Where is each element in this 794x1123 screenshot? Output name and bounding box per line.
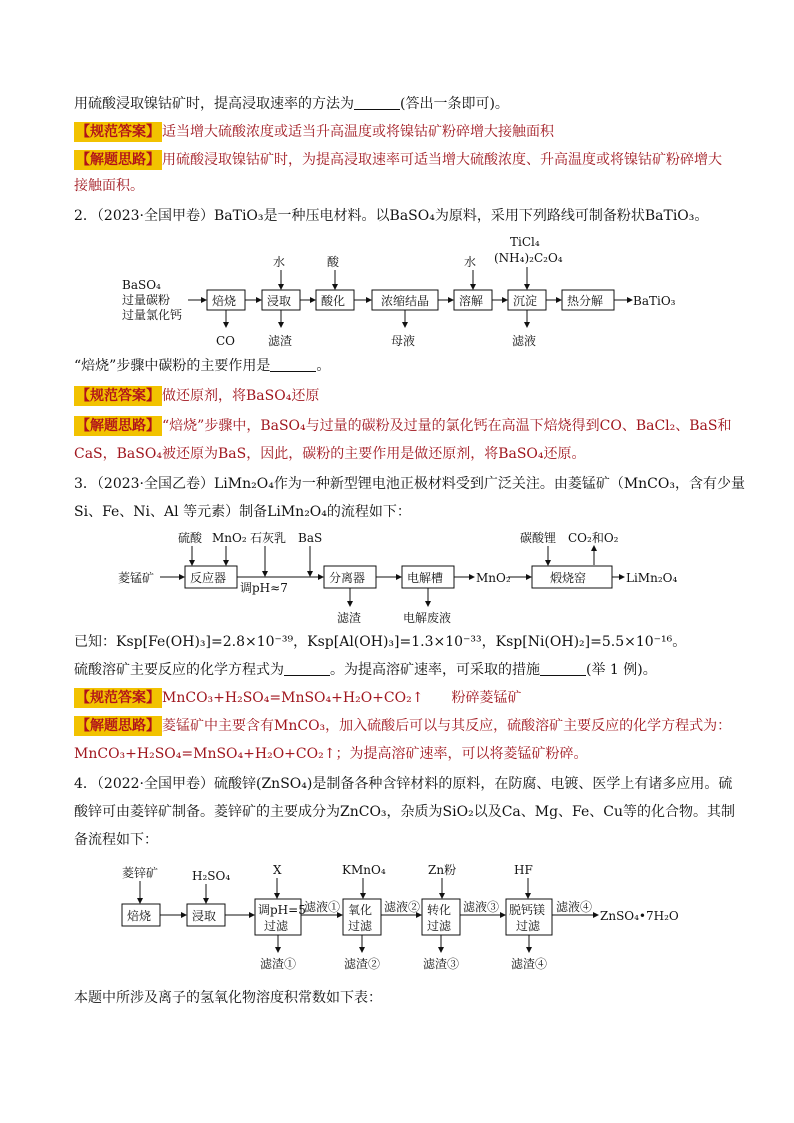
q4-step-convert: 转化	[427, 903, 452, 917]
q2-step-6: 沉淀	[513, 294, 538, 308]
q2-stem: 2．（2023·全国甲卷）BaTiO₃是一种压电材料。以BaSO₄为原料，采用下列路线可制备粉状BaTiO₃。	[74, 208, 709, 224]
q4-residue-3: 滤渣③	[423, 957, 460, 971]
q1-analysis-cont: 接触面积。	[74, 178, 144, 194]
q3-top-lime: 石灰乳	[250, 531, 287, 545]
q2-analysis: 【解题思路】 “焙烧”步骤中，BaSO₄与过量的碳粉及过量的氯化钙在高温下焙烧得到CO、BaCl₂、BaS和	[76, 418, 732, 434]
q4-table-intro: 本题中所涉及离子的氢氧化物溶度积常数如下表：	[74, 990, 382, 1006]
q3-analysis-cont: MnCO₃+H₂SO₄=MnSO₄+H₂O+CO₂↑；为提高溶矿速率，可以将菱锰矿粉碎。	[74, 746, 588, 762]
q3-top-acid: 硫酸	[178, 531, 203, 545]
q3-out-residue: 滤渣	[337, 611, 362, 625]
q4-step-filter-3: 过滤	[427, 919, 452, 933]
q3-top-bas: BaS	[298, 531, 323, 545]
q4-filtrate-3: 滤液③	[463, 900, 500, 914]
answer-tag: 【规范答案】	[76, 388, 160, 404]
q2-step-5: 溶解	[459, 294, 484, 308]
q2-step-7: 热分解	[567, 294, 604, 308]
q4-top-h2so4: H₂SO₄	[192, 869, 231, 883]
q2-out-residue: 滤渣	[268, 334, 293, 348]
q4-top-zn: Zn粉	[428, 863, 457, 877]
q3-top-gas: CO₂和O₂	[568, 531, 619, 545]
q2-step-2: 浸取	[267, 294, 292, 308]
q4-top-ore: 菱锌矿	[122, 866, 159, 880]
q4-filtrate-4: 滤液④	[556, 900, 593, 914]
q4-step-filter-4: 过滤	[516, 919, 541, 933]
q2-step-4: 浓缩结晶	[381, 294, 430, 308]
q4-residue-4: 滤渣④	[511, 957, 548, 971]
q1-answer: 【规范答案】 适当增大硫酸浓度或适当升高温度或将镍钴矿粉碎增大接触面积	[76, 124, 554, 140]
q2-question: “焙烧”步骤中碳粉的主要作用是 。	[74, 358, 331, 374]
q1-analysis: 【解题思路】 用硫酸浸取镍钴矿时，为提高浸取速率可适当增大硫酸浓度、升高温度或将镍钴矿粉碎增大	[76, 152, 722, 168]
q3-input: 菱锰矿	[118, 571, 155, 585]
q3-out-waste: 电解废液	[403, 611, 452, 625]
q3-product: LiMn₂O₄	[626, 571, 678, 585]
q4-top-kmno4: KMnO₄	[342, 863, 386, 877]
q2-analysis-cont: CaS，BaSO₄被还原为BaS，因此，碳粉的主要作用是做还原剂，将BaSO₄还原。	[74, 446, 586, 462]
q2-top-water-1: 水	[273, 255, 286, 269]
q1-question: 用硫酸浸取镍钴矿时，提高浸取速率的方法为 (答出一条即可)。	[74, 96, 509, 112]
q4-top-hf: HF	[514, 863, 533, 877]
q4-filtrate-2: 滤液②	[384, 900, 421, 914]
q2-top-ticl4: TiCl₄	[510, 235, 540, 249]
q3-step-2: 分离器	[329, 571, 366, 585]
q2-input-2: 过量碳粉	[122, 293, 171, 307]
q4-stem-2: 酸锌可由菱锌矿制备。菱锌矿的主要成分为ZnCO₃，杂质为SiO₂以及Ca、Mg、Fe、Cu等的化合物。其制	[74, 804, 736, 820]
q2-answer: 【规范答案】 做还原剂，将BaSO₄还原	[76, 388, 320, 404]
q2-product: BaTiO₃	[633, 294, 676, 308]
answer-tag: 【规范答案】	[76, 124, 160, 140]
q3-step-1: 反应器	[190, 571, 227, 585]
analysis-tag: 【解题思路】	[76, 152, 160, 168]
q3-step-4: 煅烧窑	[550, 571, 587, 585]
q4-residue-1: 滤渣①	[260, 957, 297, 971]
q2-input-3: 过量氯化钙	[122, 308, 183, 322]
q2-top-water-2: 水	[464, 255, 477, 269]
q4-step-oxidize: 氧化	[348, 903, 373, 917]
q3-question: 硫酸溶矿主要反应的化学方程式为 。为提高溶矿速率，可采取的措施 (举 1 例)。	[74, 662, 657, 678]
q4-step-leach: 浸取	[192, 909, 217, 923]
answer-tag: 【规范答案】	[76, 690, 160, 706]
q4-stem-3: 备流程如下：	[74, 832, 158, 848]
q4-step-decamg: 脱钙镁	[509, 903, 546, 917]
q2-input-1: BaSO₄	[122, 278, 161, 292]
q2-top-acid: 酸	[327, 255, 340, 269]
q4-step-ph: 调pH=5	[258, 903, 306, 917]
q2-out-mother: 母液	[391, 334, 416, 348]
q3-mid-product: MnO₂	[476, 571, 511, 585]
q3-answer: 【规范答案】 MnCO₃+H₂SO₄=MnSO₄+H₂O+CO₂↑ 粉碎菱锰矿	[76, 690, 522, 706]
q4-top-x: X	[273, 863, 282, 877]
q3-ph-label: 调pH≈7	[240, 581, 288, 595]
q3-step-3: 电解槽	[407, 571, 444, 585]
q4-filtrate-1: 滤液①	[304, 900, 341, 914]
q3-top-mno2: MnO₂	[212, 531, 247, 545]
q2-out-filtrate: 滤液	[512, 334, 537, 348]
q4-stem-1: 4．（2022·全国甲卷）硫酸锌(ZnSO₄)是制备各种含锌材料的原料，在防腐、电镀、医学上有诸多应用。硫	[74, 776, 733, 792]
analysis-tag: 【解题思路】	[76, 418, 160, 434]
q3-analysis: 【解题思路】 菱锰矿中主要含有MnCO₃，加入硫酸后可以与其反应，硫酸溶矿主要反应的化学方程式为：	[76, 718, 732, 734]
q4-step-filter-1: 过滤	[264, 919, 289, 933]
q3-stem-2: Si、Fe、Ni、Al 等元素）制备LiMn₂O₄的流程如下：	[74, 504, 411, 520]
q3-top-li2co3: 碳酸锂	[520, 531, 557, 545]
q2-top-oxalate: (NH₄)₂C₂O₄	[494, 251, 563, 265]
q2-step-1: 焙烧	[212, 294, 237, 308]
q4-step-roast: 焙烧	[127, 909, 152, 923]
q2-out-co: CO	[216, 334, 236, 348]
q4-step-filter-2: 过滤	[348, 919, 373, 933]
q2-step-3: 酸化	[321, 294, 346, 308]
q3-stem-1: 3．（2023·全国乙卷）LiMn₂O₄作为一种新型锂电池正极材料受到广泛关注。由菱锰矿（MnCO₃，含有少量	[74, 476, 745, 492]
q3-known: 已知：Ksp[Fe(OH)₃]=2.8×10⁻³⁹，Ksp[Al(OH)₃]=1.3×10⁻³³，Ksp[Ni(OH)₂]=5.5×10⁻¹⁶。	[74, 634, 687, 650]
q4-residue-2: 滤渣②	[344, 957, 381, 971]
q4-product: ZnSO₄•7H₂O	[600, 909, 679, 923]
analysis-tag: 【解题思路】	[76, 718, 160, 734]
